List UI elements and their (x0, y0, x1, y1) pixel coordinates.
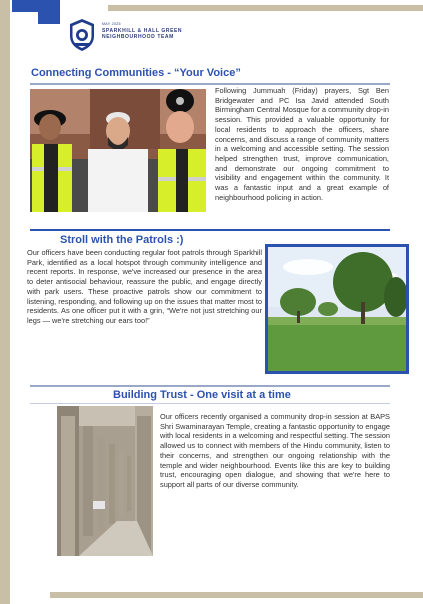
police-crest-logo (68, 18, 96, 52)
corner-decor-block (12, 0, 60, 12)
top-decor-line (108, 5, 423, 11)
bottom-decor-line (50, 592, 423, 598)
team-name: SPARKHILL & HALL GREEN NEIGHBOURHOOD TEAM (102, 28, 183, 40)
sparkhill-park-photo (268, 247, 406, 371)
section-title-building-trust: Building Trust - One visit at a time (113, 389, 291, 401)
divider (30, 403, 390, 404)
section-body-stroll-with-patrols: Our officers have been conducting regular foot patrols through Sparkhill Park, identified as a local hotspot through community intelligence and recent reports. In response, we've increased our presence in the area to deter antisocial behaviour, reassure the public, and engage directly with park users. These proactive patrols show our commitment to listening, responding, and following up on the issues that matter most to residents. As one officer put it with a grin, “We're not just stretching our legs — we're stretching our ears too!” (27, 248, 262, 325)
section-body-connecting-communities: Following Jummuah (Friday) prayers, Sgt Ben Bridgewater and PC Isa Javid attended South Birmingham Central Mosque for a community drop-in session. This provided a valuable opportunity for local residents to approach the officers, share concerns, and discuss a range of community matters in a welcoming and accessible setting. The session helped strengthen trust, improve communication, and demonstrate our ongoing commitment to visibility and engagement within the community. It was a fantastic input and a great example of neighbourhood policing in action. (215, 86, 389, 202)
left-decor-strip (0, 0, 10, 604)
officers-with-community-member-photo (30, 89, 206, 212)
divider (30, 83, 390, 85)
issue-date: MAY 2025 (102, 22, 121, 26)
section-body-building-trust: Our officers recently organised a community drop-in session at BAPS Shri Swaminarayan Temple, creating a fantastic opportunity to engage with local residents in a welcoming and respectful setting. The session allowed us to connect with members of the Hindu community, listen to their concerns, and strengthen our ongoing relationship with the temple and wider neighbourhood. Events like this are key to building trust, encouraging open dialogue, and showing that we're here to support all parts of our diverse community. (160, 412, 390, 489)
divider (30, 229, 390, 231)
corner-decor-block-small (38, 12, 60, 24)
section-title-stroll-with-patrols: Stroll with the Patrols :) (60, 234, 184, 246)
divider (30, 385, 390, 387)
temple-corridor-photo (57, 406, 153, 556)
section-title-connecting-communities: Connecting Communities - “Your Voice” (31, 67, 241, 79)
